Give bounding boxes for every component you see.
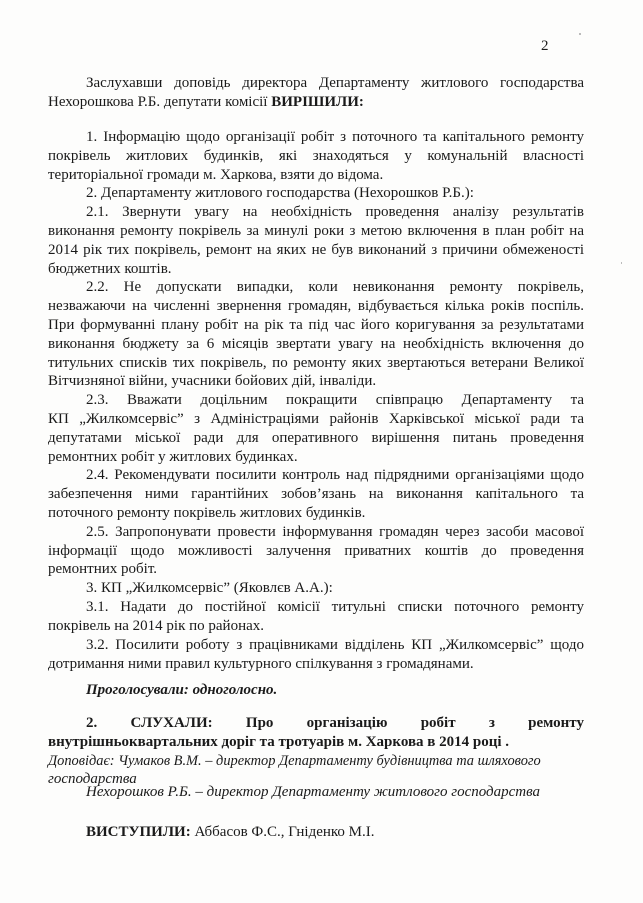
paragraph-line: 2. Департаменту житлового господарства (Нехорошков Р.Б.): <box>86 185 474 201</box>
paragraph-line: 2.2. Не допускати випадки, коли невиконання ремонту покрівель, <box>86 279 584 295</box>
paragraph-line: ремонтних робіт у житлових будинках. <box>48 449 298 465</box>
decided-label: ВИРІШИЛИ: <box>271 94 364 110</box>
paragraph-line: ремонтних робіт. <box>48 561 158 577</box>
paragraph-line: покрівель на 2014 рік по районах. <box>48 618 264 634</box>
speaker-line: Нехорошков Р.Б. – директор Департаменту житлового господарства <box>86 784 541 800</box>
paragraph-line: 2014 рік тих покрівель, ремонт на яких не був виконаний з причини обмеженості <box>48 242 584 258</box>
paragraph-line: 2.3. Вважати доцільним покращити співпрацю Департаменту та <box>86 392 584 408</box>
paragraph-line: 2.5. Запропонувати провести інформування громадян через засоби масової <box>86 524 584 540</box>
paragraph-line: 1. Інформацію щодо організації робіт з поточного та капітального ремонту <box>86 129 584 145</box>
paragraph-line: 3. КП „Жилкомсервіс” (Яковлєв А.А.): <box>86 580 333 596</box>
scan-speck <box>579 33 581 35</box>
speaker-line: Доповідає: Чумаков В.М. – директор Департаменту будівництва та шляхового <box>48 753 541 769</box>
paragraph-line: поточного ремонту покрівель житлових будинків. <box>48 505 366 521</box>
paragraph-line: бюджетних коштів. <box>48 261 172 277</box>
paragraph-line: забезпечення ними гарантійних зобов’язань на виконання капітального та <box>48 486 584 502</box>
paragraph-line: інформації щодо можливості залучення приватних коштів до проведення <box>48 543 584 559</box>
paragraph-line: виконання бюджету за 6 місяців звертати увагу на необхідність включення до <box>48 336 584 352</box>
paragraph-line: 2.1. Звернути увагу на необхідність проведення аналізу результатів <box>86 204 584 220</box>
spoke-line <box>86 823 584 842</box>
paragraph-line: 3.2. Посилити роботу з працівниками відділень КП „Жилкомсервіс” щодо <box>86 637 584 653</box>
paragraph-line: незважаючи на численні звернення громадян, відбувається кілька років поспіль. <box>48 298 584 314</box>
paragraph-line: 2.4. Рекомендувати посилити контроль над підрядними організаціями щодо <box>86 467 584 483</box>
speaker-line: господарства <box>48 771 137 787</box>
paragraph-line: територіальної громади м. Харкова, взяти до відома. <box>48 167 384 183</box>
paragraph-line: титульних списків тих покрівель, по ремонту яких звертаються ветерани Великої <box>48 355 584 371</box>
intro-line-2-text: Нехорошкова Р.Б. депутати комісії <box>48 94 272 110</box>
vote-result: Проголосували: одноголосно. <box>86 682 278 698</box>
paragraph-line: покрівель житлових будинків, які знаходяться у комунальній власності <box>48 148 584 164</box>
page-number: 2 <box>541 38 549 54</box>
paragraph-line: депутатами міської ради для оперативного вирішення питань проведення <box>48 430 584 446</box>
intro-line-2 <box>48 93 584 112</box>
paragraph-line: Вітчизняної війни, учасники бойових дій, інваліди. <box>48 373 377 389</box>
heard-word: організацію <box>306 715 388 731</box>
paragraph-line: При формуванні плану робіт на рік та під час його коригування за результатами <box>48 317 584 333</box>
intro-line-1: Заслухавши доповідь директора Департаменту житлового господарства <box>86 75 584 91</box>
spoke-names: Аббасов Ф.С., Гніденко М.І. <box>190 824 375 840</box>
paragraph-line: 3.1. Надати до постійної комісії титульні списки поточного ремонту <box>86 599 584 615</box>
spoke-label: ВИСТУПИЛИ: <box>86 824 191 840</box>
paragraph-line: виконання ремонту покрівель за минулі роки з метою включення в план робіт на <box>48 223 584 239</box>
scan-speck <box>621 262 622 264</box>
paragraph-line: дотримання ними правил культурного спілкування з громадянами. <box>48 656 474 672</box>
heard-topic-line-2: внутрішньоквартальних доріг та тротуарів м. Харкова в 2014 році . <box>48 734 510 750</box>
heard-word: робіт <box>420 715 456 731</box>
heard-word: ремонту <box>528 715 584 731</box>
paragraph-line: КП „Жилкомсервіс” з Адміністраціями районів Харківської міської ради та <box>48 411 584 427</box>
heard-label: СЛУХАЛИ: <box>130 715 213 731</box>
heard-word: Про <box>245 715 274 731</box>
heard-word: з <box>488 715 495 731</box>
heard-heading <box>86 714 584 733</box>
item-number: 2. <box>86 715 98 731</box>
